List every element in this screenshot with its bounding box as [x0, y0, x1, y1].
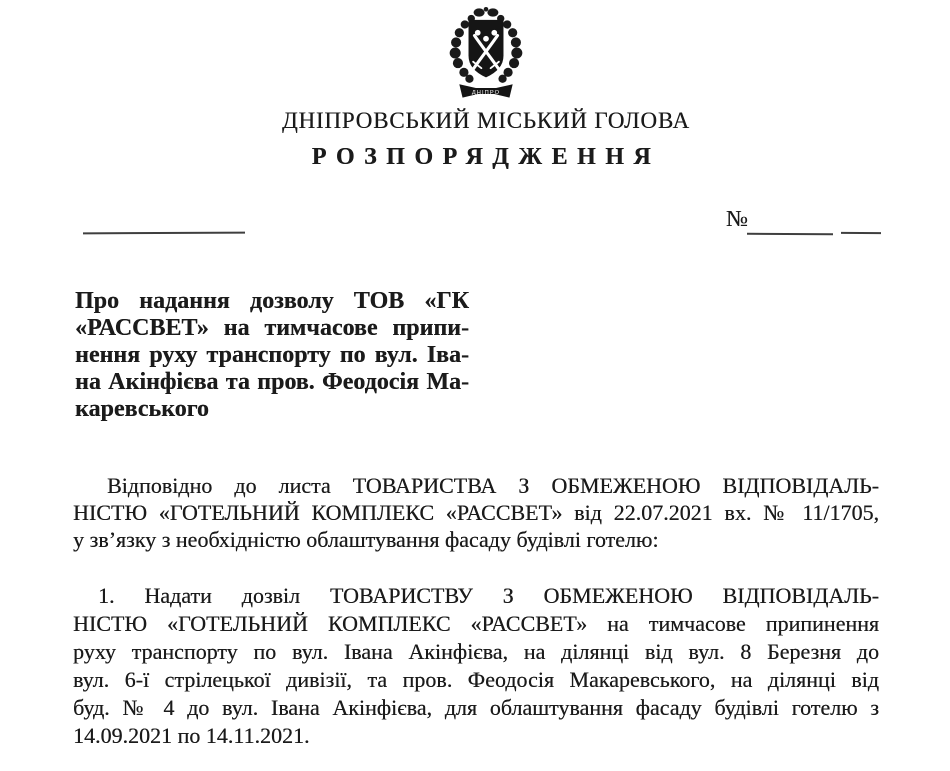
body-line: 1. Надати дозвіл ТОВАРИСТВУ З ОБМЕЖЕНОЮ ВІДПОВІДАЛЬ-: [98, 583, 879, 608]
document-type-title: РОЗПОРЯДЖЕННЯ: [311, 144, 661, 170]
number-label: №: [726, 206, 748, 231]
date-blank-underline: [83, 232, 245, 235]
subject-line: «РАССВЕТ» на тимчасове припи-: [75, 315, 469, 341]
body-paragraph-preamble: [73, 472, 879, 553]
subject-line: на Акінфієва та пров. Феодосія Ма-: [75, 369, 469, 395]
issuing-authority-title: ДНІПРОВСЬКИЙ МІСЬКИЙ ГОЛОВА: [282, 108, 690, 133]
subject-line: каревського: [75, 396, 209, 422]
body-line: руху транспорту по вул. Івана Акінфієва, на ділянці від вул. 8 Березня до: [73, 639, 879, 664]
emblem-ribbon-text: ДНІПРО: [471, 89, 501, 96]
subject-paragraph: [75, 288, 469, 423]
dnipro-coat-of-arms-icon: [440, 6, 532, 100]
body-line: вул. 6-ї стрілецької дивізії, та пров. Феодосія Макаревського, на ділянці від: [73, 667, 879, 692]
number-blank-underline: [841, 232, 881, 234]
number-blank-underline: [747, 233, 833, 235]
subject-line: Про надання дозволу ТОВ «ГК: [75, 288, 469, 314]
subject-line: нення руху транспорту по вул. Іва-: [75, 342, 469, 368]
body-paragraph-item-1: [73, 582, 879, 750]
body-line: 14.09.2021 по 14.11.2021.: [73, 723, 310, 748]
body-line: НІСТЮ «ГОТЕЛЬНИЙ КОМПЛЕКС «РАССВЕТ» від 22.07.2021 вх. № 11/1705,: [73, 500, 879, 525]
body-line: буд. № 4 до вул. Івана Акінфієва, для облаштування фасаду будівлі готелю з: [73, 695, 879, 720]
body-line: НІСТЮ «ГОТЕЛЬНИЙ КОМПЛЕКС «РАССВЕТ» на тимчасове припинення: [73, 611, 879, 636]
body-line: у зв’язку з необхідністю облаштування фасаду будівлі готелю:: [73, 527, 659, 552]
body-line: Відповідно до листа ТОВАРИСТВА З ОБМЕЖЕНОЮ ВІДПОВІДАЛЬ-: [107, 473, 879, 498]
document-masthead: [11, 6, 950, 171]
